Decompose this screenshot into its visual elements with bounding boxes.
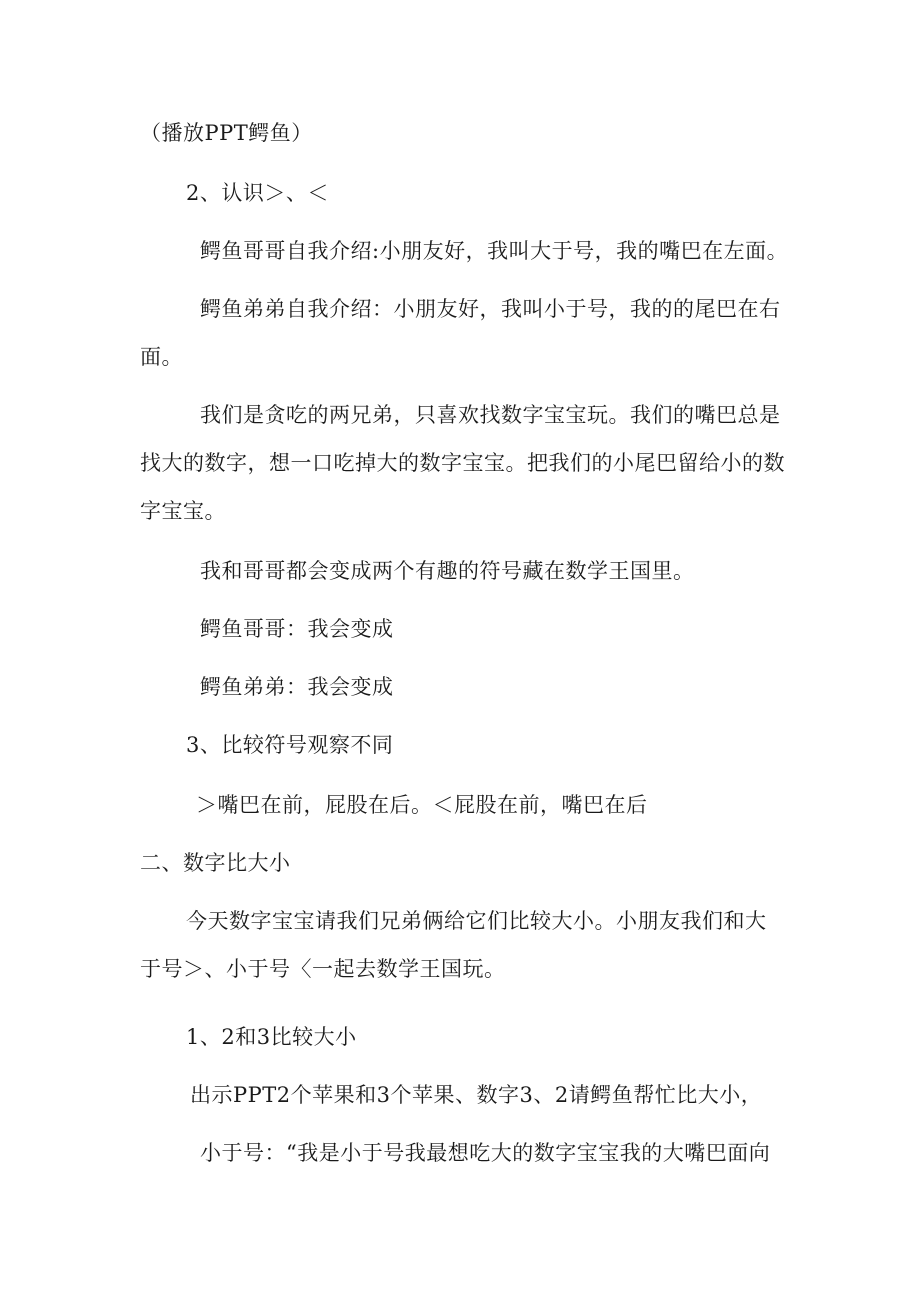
section-heading-number-compare: 二、数字比大小 xyxy=(140,851,291,875)
paragraph-greedy-brothers-cont-2: 字宝宝。 xyxy=(140,499,226,523)
paragraph-little-brother-intro-cont: 面。 xyxy=(140,345,183,369)
heading-compare-symbols: 3、比较符号观察不同 xyxy=(186,733,394,757)
paragraph-little-brother-intro: 鳄鱼弟弟自我介绍：小朋友好，我叫小于号，我的的尾巴在右 xyxy=(200,297,781,321)
paragraph-become-symbols: 我和哥哥都会变成两个有趣的符号藏在数学王国里。 xyxy=(200,559,695,583)
paragraph-little-brother-line: 鳄鱼弟弟：我会变成 xyxy=(200,675,394,699)
heading-compare-2-and-3: 1、2和3比较大小 xyxy=(186,1025,357,1049)
heading-recognize-symbols: 2、认识＞、＜ xyxy=(186,181,329,205)
paragraph-today-compare: 今天数字宝宝请我们兄弟俩给它们比较大小。小朋友我们和大 xyxy=(186,909,767,933)
paragraph-greedy-brothers: 我们是贪吃的两兄弟，只喜欢找数字宝宝玩。我们的嘴巴总是 xyxy=(200,403,781,427)
paragraph-symbol-difference: ＞嘴巴在前，屁股在后。＜屁股在前，嘴巴在后 xyxy=(196,793,648,817)
paragraph-big-brother-intro: 鳄鱼哥哥自我介绍:小朋友好，我叫大于号，我的嘴巴在左面。 xyxy=(200,239,789,263)
paragraph-greedy-brothers-cont-1: 找大的数字，想一口吃掉大的数字宝宝。把我们的小尾巴留给小的数 xyxy=(140,451,785,475)
paragraph-play-ppt: （播放PPT鳄鱼） xyxy=(140,121,313,145)
paragraph-show-ppt-apples: 出示PPT2个苹果和3个苹果、数字3、2请鳄鱼帮忙比大小， xyxy=(190,1083,763,1107)
paragraph-today-compare-cont: 于号＞、小于号〈一起去数学王国玩。 xyxy=(140,957,506,981)
paragraph-less-than-speech: 小于号：“我是小于号我最想吃大的数字宝宝我的大嘴巴面向 xyxy=(200,1141,771,1165)
paragraph-big-brother-line: 鳄鱼哥哥：我会变成 xyxy=(200,617,394,641)
